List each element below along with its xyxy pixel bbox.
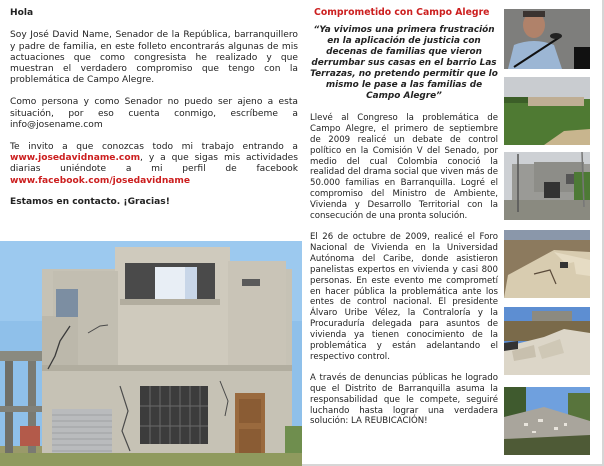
broken-pavement-photo [504,307,590,375]
invite-text-start: Te invito a que conozcas todo mi trabajo entrando a [10,141,298,152]
hillside-photo-illustration [504,77,590,145]
damaged-house-photo [0,241,302,466]
senator-speaking-photo [504,9,590,77]
rubble-slope-illustration [504,387,590,455]
senator-photo-illustration [504,9,590,69]
right-column [310,8,498,437]
facebook-link[interactable]: www.facebook.com/josedavidname [10,175,191,186]
forum-paragraph: El 26 de octubre de 2009, realicé el Foro Nacional de Vivienda en la Universidad Autónoma del Caribe, donde asistieron panelistas expertos en vivienda y casi 800 personas. En este evento me comprometí en hacer pública la problemática ante los entes de control nacional. El presidente Álvaro Uribe Vélez, la Contraloría y la Procuraduría delegada para asuntos de vivienda ya tienen conocimiento de la problemática y están adelantando el respectivo control. [310,231,498,362]
website-link[interactable]: www.josedavidname.com [10,152,141,163]
abandoned-house-photo [504,152,590,220]
contact-paragraph: Como persona y como Senador no puedo ser ajeno a esta situación, por eso cuenta conmigo, escríbeme a info@josename.com [10,97,298,130]
cracked-road-photo [504,230,590,298]
intro-paragraph: Soy José David Name, Senador de la República, barranquillero y padre de familia, en este folleto encontrarás algunas de mis actuaciones que como congresista he realizado y que muestran el verdadero compromiso que tengo con la problemática de Campo Alegre. [10,30,298,86]
invite-text-middle: , y a que sigas mis actividades diarias uniéndote a mi perfil de facebook [10,152,298,175]
greeting-heading: Hola [10,8,34,18]
rubble-slope-photo [504,387,590,455]
cracked-road-illustration [504,230,590,298]
invite-paragraph [10,142,298,187]
congress-paragraph: Llevé al Congreso la problemática de Campo Alegre, el primero de septiembre de 2009 realicé un debate de control político en la Comisión V del Senado, por medio del cual Colombia conoció la realidad del drama social que viven más de 50.000 familias en Barranquilla. Logré el compromiso del Ministro de Ambiente, Vivienda y Desarrollo Territorial con la consecución de una pronta solución. [310,112,498,222]
relocation-paragraph: A través de denuncias públicas he logrado que el Distrito de Barranquilla asuma la responsabilidad que le compete, seguiré luchando hasta lograr una verdadera solución: LA REUBICACIÓN! [310,372,498,427]
hillside-houses-photo [504,77,590,145]
closing-text: Estamos en contacto. ¡Gracias! [10,197,170,208]
broken-pavement-illustration [504,307,590,375]
senator-quote: “Ya vivimos una primera frustración en la aplicación de justicia con decenas de familias que vieron derrumbar sus casas en el barrio Las Terrazas, no pretendo permitir que lo mismo le pase a las familias de Campo Alegre” [310,24,498,101]
section-title: Comprometido con Campo Alegre [314,7,490,18]
left-column [10,8,298,219]
abandoned-house-illustration [504,152,590,220]
house-photo-illustration [0,241,302,466]
